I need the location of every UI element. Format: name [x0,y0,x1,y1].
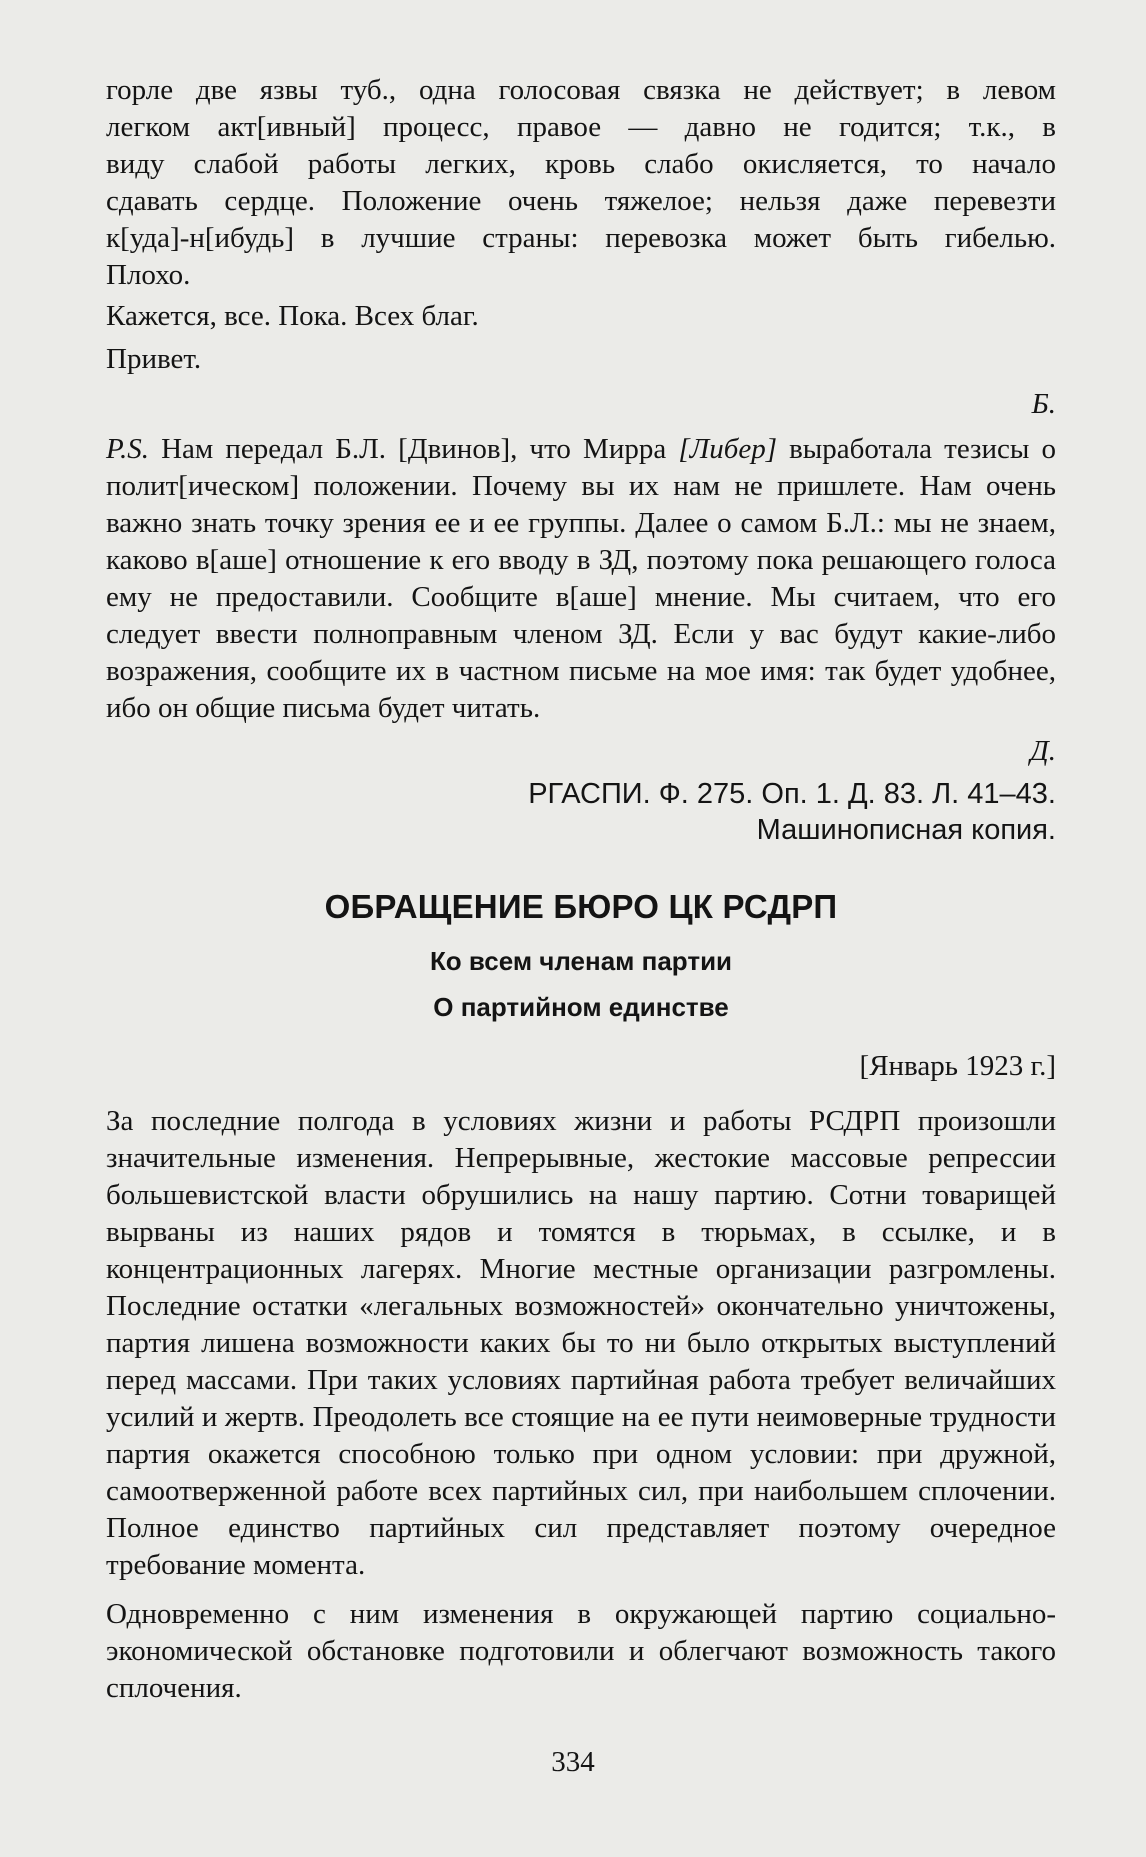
appeal-title: ОБРАЩЕНИЕ БЮРО ЦК РСДРП [324,888,838,925]
ps-text-1: Нам передал Б.Л. [Двинов], что Мирра [148,433,679,465]
closing-line: Кажется, все. Пока. Всех благ. [106,300,479,332]
letter-greeting [106,341,1056,378]
letter-line: виду слабой работы легких, кровь слабо окисляется, то начало [106,148,1056,180]
letter-line: горле две язвы туб., одна голосовая связка не действует; в левом [106,74,1056,106]
greeting-line: Привет. [106,343,202,375]
letter-line: сдавать сердце. Положение очень тяжелое; нельзя даже перевезти [106,185,1056,217]
letter-line: легком акт[ивный] процесс, правое — давно не годится; т.к., в [106,111,1056,143]
ps-text-2: выработала тезисы о полит[ическом] положении. Почему вы их нам не пришлете. Нам очень важно знать точку зрения ее и ее группы. Далее о самом Б.Л.: мы не знаем, каково в[аше] отношение к его вводу в ЗД, поэтому пока решающего голоса ему не предоставили. Сообщите в[аше] мнение. Мы считаем, что его следует ввести полноправным членом ЗД. Если у вас будут какие-либо возражения, сообщите их в частном письме на мое имя: так будет удобнее, ибо он общие письма будет читать. [106,433,1056,724]
letter-line: Плохо. [106,259,191,291]
appeal-paragraph-2: Одновременно с ним изменения в окружающей партию социально-экономической обстановке подготовили и облегчают возможность такого сплочения. [106,1598,1056,1704]
appeal-paragraph-1: За последние полгода в условиях жизни и работы РСДРП произошли значительные изменения. Непрерывные, жестокие массовые репрессии большевистской власти обрушились на нашу партию. Сотни товарищей вырваны из наших рядов и томятся в тюрьмах, в ссылке, и в концентрационных лагерях. Многие местные организации разгромлены. Последние остатки «легальных возможностей» окончательно уничтожены, партия лишена возможности каких бы то ни было открытых выступлений перед массами. При таких условиях партийная работа требует величайших усилий и жертв. Преодолеть все стоящие на ее пути неимоверные трудности партия окажется способною только при одном условии: при дружной, самоотверженной работе всех партийных сил, при наибольшем сплочении. Полное единство партийных сил представляет поэтому очередное требование момента. [106,1105,1056,1581]
letter-closing [106,298,1056,335]
appeal-subtitle-1: Ко всем членам партии [429,946,733,976]
archive-note: Машинописная копия. [756,814,1056,846]
signature-d: Д. [1030,735,1056,767]
signature-b: Б. [1031,388,1056,420]
page-number: 334 [551,1746,595,1778]
letter-line: к[уда]-н[ибудь] в лучшие страны: перевозка может быть гибелью. [106,222,1056,254]
appeal-date: [Январь 1923 г.] [859,1050,1056,1082]
appeal-subtitle-2: О партийном единстве [433,992,729,1022]
ps-label: P.S. [106,433,149,465]
letter-body [106,72,1056,294]
ps-name: [Либер] [678,433,777,465]
postscript [106,431,1056,727]
archive-reference: РГАСПИ. Ф. 275. Оп. 1. Д. 83. Л. 41–43. [528,778,1056,810]
